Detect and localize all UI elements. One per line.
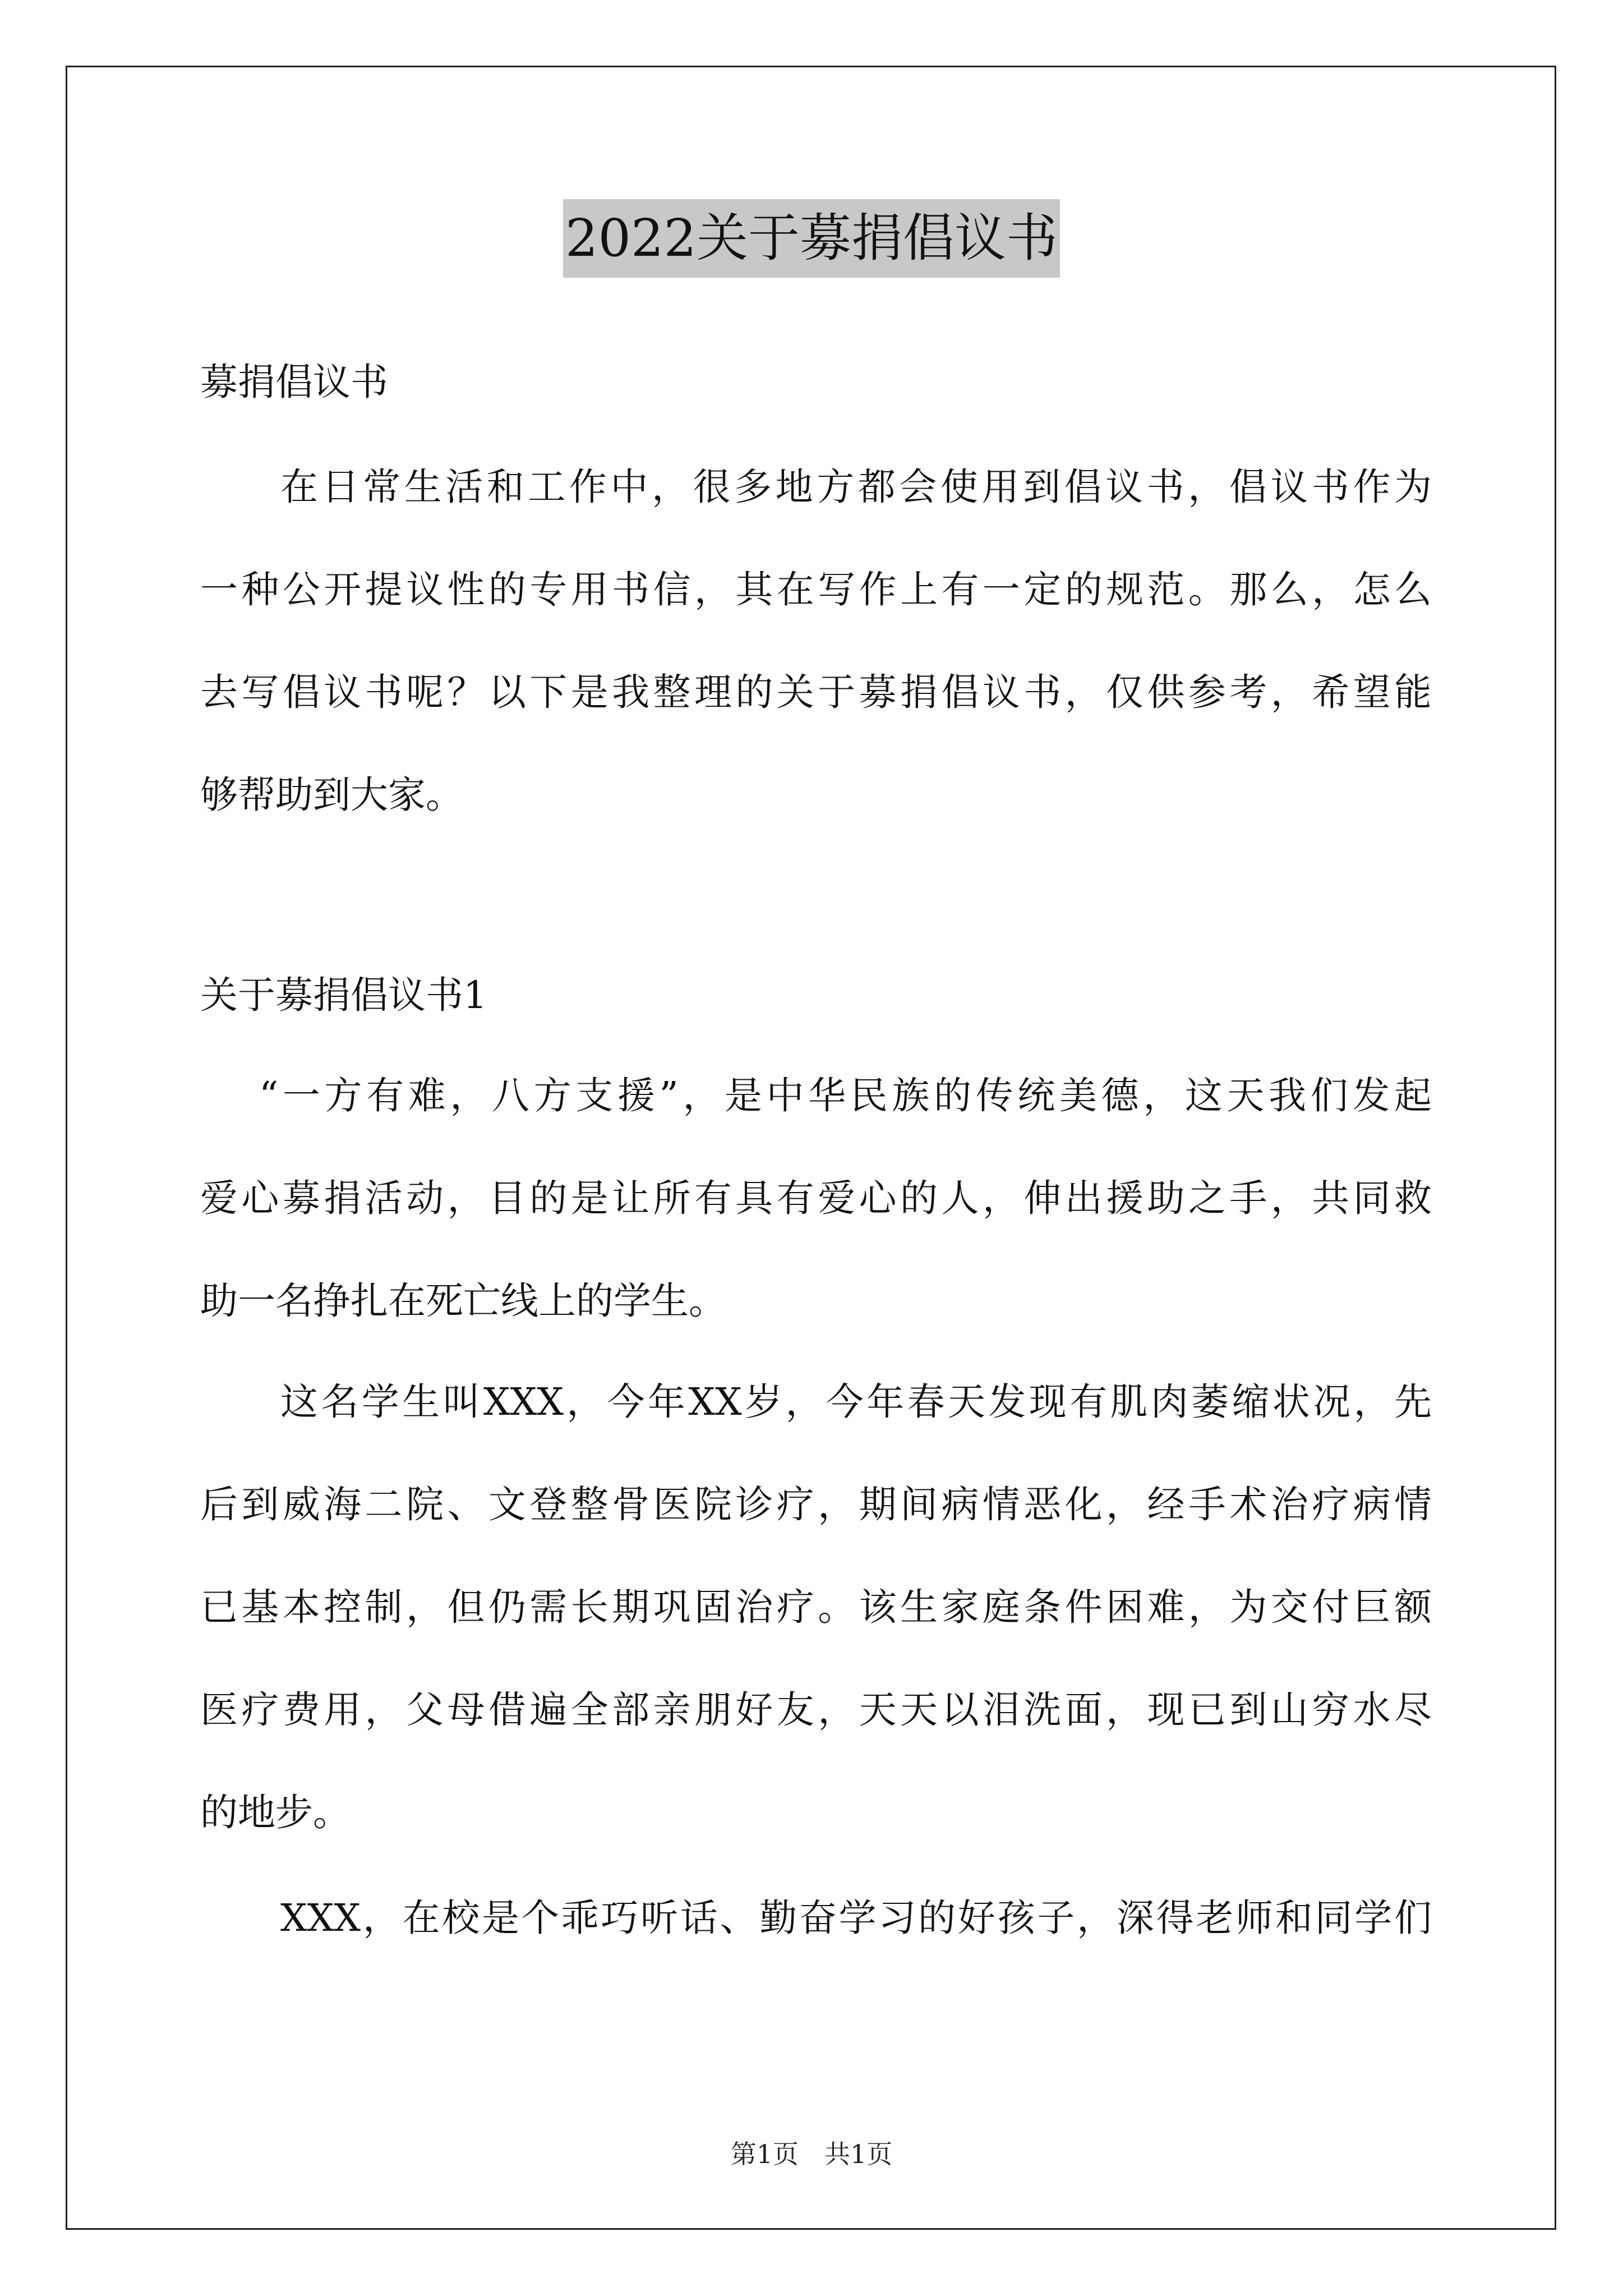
paragraph-line: 后到威海二院、文登整骨医院诊疗，期间病情恶化，经手术治疗病情 [200,1483,1432,1526]
paragraph-line: “一方有难，八方支援”，是中华民族的传统美德，这天我们发起 [259,1074,1432,1117]
paragraph-line: 这名学生叫XXX，今年XX岁，今年春天发现有肌肉萎缩状况，先 [280,1380,1432,1424]
section-heading: 关于募捐倡议书1 [200,973,487,1017]
paragraph-line: 的地步。 [200,1791,351,1834]
paragraph-line: 医疗费用，父母借遍全部亲朋好友，天天以泪洗面，现已到山穷水尽 [200,1688,1432,1732]
page-footer: 第1页 共1页 [730,2139,893,2169]
paragraph-1 [200,1045,1432,1352]
paragraph-3 [200,1867,1432,1970]
intro-line: 一种公开提议性的专用书信，其在写作上有一定的规范。那么，怎么 [200,568,1432,611]
intro-line: 够帮助到大家。 [200,773,463,817]
document-title [0,199,1623,278]
paragraph-line: XXX，在校是个乖巧听话、勤奋学习的好孩子，深得老师和同学们 [280,1896,1432,1940]
document-title-text: 2022关于募捐倡议书 [563,199,1060,278]
section-heading-block [200,944,1432,1047]
document-subtitle: 募捐倡议书 [200,360,388,404]
paragraph-2 [200,1351,1432,1864]
intro-paragraph [200,436,1432,846]
paragraph-line: 已基本控制，但仍需长期巩固治疗。该生家庭条件困难，为交付巨额 [200,1585,1432,1629]
intro-line: 在日常生活和工作中，很多地方都会使用到倡议书，倡议书作为 [280,465,1432,509]
paragraph-line: 助一名挣扎在死亡线上的学生。 [200,1279,726,1323]
intro-line: 去写倡议书呢？以下是我整理的关于募捐倡议书，仅供参考，希望能 [200,670,1432,714]
paragraph-line: 爱心募捐活动，目的是让所有具有爱心的人，伸出援助之手，共同救 [200,1176,1432,1220]
document-subtitle-block [200,331,1432,434]
